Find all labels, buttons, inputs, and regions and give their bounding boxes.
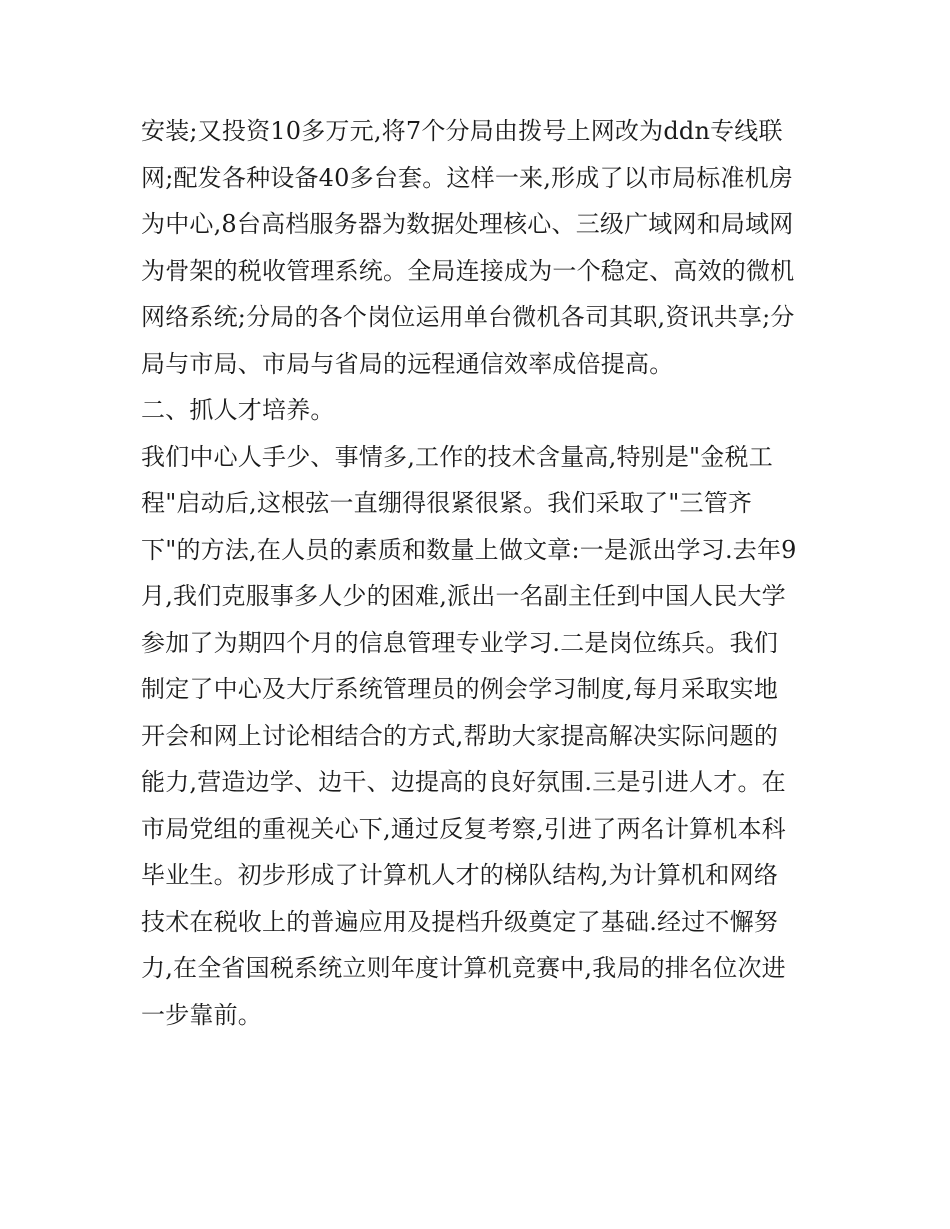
text-line: 网;配发各种设备40多台套。这样一来,形成了以市局标准机房: [141, 163, 794, 192]
section-heading: 二、抓人才培养。: [141, 396, 335, 424]
text-line: 月,我们克服事多人少的困难,派出一名副主任到中国人民大学: [141, 582, 786, 610]
text-line: 为骨架的税收管理系统。全局连接成为一个稳定、高效的微机: [141, 256, 795, 285]
text-line: 局与市局、市局与省局的远程通信效率成倍提高。: [141, 349, 674, 378]
text-line: 安装;又投资10多万元,将7个分局由拨号上网改为ddn专线联: [141, 117, 783, 145]
text-line: 开会和网上讨论相结合的方式,帮助大家提高解决实际问题的: [141, 721, 779, 750]
text-line: 市局党组的重视关心下,通过反复考察,引进了两名计算机本科: [141, 814, 786, 843]
text-line: 下"的方法,在人员的素质和数量上做文章:一是派出学习.去年9: [141, 535, 797, 564]
document-body: [141, 108, 831, 1038]
text-line: 制定了中心及大厅系统管理员的例会学习制度,每月采取实地: [141, 675, 779, 703]
text-line: 程"启动后,这根弦一直绷得很紧很紧。我们采取了"三管齐: [141, 489, 753, 517]
text-line: 网络系统;分局的各个岗位运用单台微机各司其职,资讯共享;分: [141, 303, 795, 331]
text-line: 我们中心人手少、事情多,工作的技术含量高,特别是"金税工: [141, 442, 773, 471]
text-line: 毕业生。初步形成了计算机人才的梯队结构,为计算机和网络: [141, 861, 779, 889]
text-line: 为中心,8台高档服务器为数据处理核心、三级广域网和局域网: [141, 210, 794, 238]
text-line: 力,在全省国税系统立则年度计算机竞赛中,我局的排名位次进: [141, 954, 786, 982]
text-line: 参加了为期四个月的信息管理专业学习.二是岗位练兵。我们: [141, 628, 779, 657]
text-line: 一步靠前。: [141, 1000, 262, 1029]
text-line: 能力,营造边学、边干、边提高的良好氛围.三是引进人才。在: [141, 768, 786, 796]
text-line: 技术在税收上的普遍应用及提档升级奠定了基础.经过不懈努: [141, 907, 779, 936]
